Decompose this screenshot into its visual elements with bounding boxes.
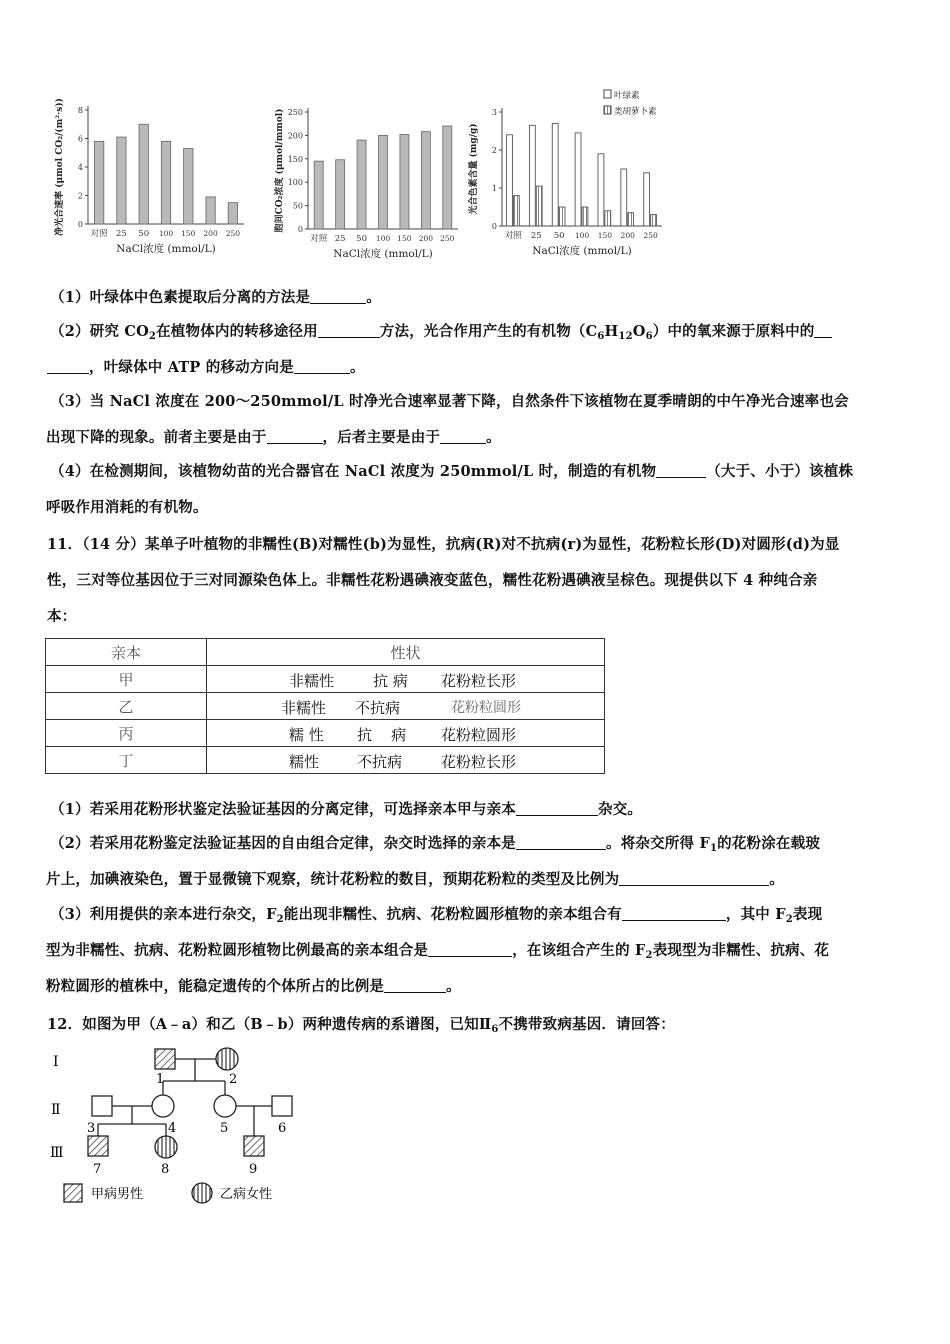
x-tick-label: 250 — [225, 229, 241, 238]
individual-III8-affected-female — [155, 1136, 177, 1158]
generation-label: Ⅱ — [51, 1102, 61, 1118]
bar — [94, 141, 103, 224]
trait-disease: 不抗病 — [357, 753, 403, 771]
answer-blank[interactable] — [267, 427, 323, 444]
parent-name: 乙 — [46, 693, 207, 720]
table-header-row — [46, 639, 605, 666]
y-axis-label: 胞间CO₂浓度 (μmol/mmol) — [275, 108, 285, 233]
y-axis-label: 光合色素含量 (mg/g) — [469, 123, 479, 215]
individual-II3-male — [92, 1096, 112, 1116]
y-tick-label: 1 — [491, 184, 497, 193]
x-tick-label: 150 — [181, 229, 196, 238]
bar — [379, 135, 388, 229]
answer-blank[interactable] — [318, 321, 380, 338]
chart-intercellular-co2 — [258, 100, 468, 270]
bar — [161, 141, 170, 224]
bar — [314, 161, 323, 229]
individual-number: 1 — [156, 1072, 165, 1087]
individual-number: 7 — [93, 1162, 102, 1177]
y-tick-label: 100 — [287, 178, 303, 188]
trait-starch: 糯性 — [289, 753, 320, 771]
bar-chlorophyll — [598, 154, 604, 226]
parent-name: 丙 — [46, 720, 207, 747]
x-tick-label: 对照 — [504, 231, 522, 241]
answer-blank[interactable] — [384, 976, 446, 993]
x-tick-label: 200 — [203, 229, 218, 238]
answer-blank[interactable] — [310, 287, 366, 304]
answer-blank[interactable] — [516, 799, 598, 816]
trait-pollen: 花粉粒长形 — [441, 672, 517, 690]
legend-label: 类胡萝卜素 — [614, 107, 657, 117]
bar — [336, 160, 345, 229]
trait-starch: 非糯性 — [289, 672, 335, 690]
individual-II6-male — [272, 1096, 292, 1116]
y-tick-label: 2 — [77, 191, 83, 201]
pedigree-chart — [40, 1040, 340, 1224]
answer-blank[interactable] — [622, 904, 726, 921]
q10-part2: （2）研究 $CO_2$在植物体内的转移途径用 方法，光合作用产生的有机物$(C_6H_{12}O_6)$中的氧来源于原料中的 ，叶绿体中 ATP 的移动方向是 。 — [50, 314, 910, 386]
bar-chlorophyll — [507, 135, 513, 226]
table-row — [46, 693, 605, 720]
individual-number: 9 — [249, 1162, 258, 1177]
bar — [184, 148, 193, 224]
y-tick-label: 150 — [287, 154, 303, 164]
bar-carotenoid — [605, 211, 611, 226]
bar-carotenoid — [628, 213, 634, 226]
y-tick-label: 3 — [491, 108, 497, 117]
individual-number: 3 — [87, 1121, 96, 1136]
q10-part3: （3）当 NaCl 浓度在 200～250mmol/L 时净光合速率显著下降，自然条件下该植物在夏季晴朗的中午净光合速率也会 出现下降的现象。前者主要是由于 ，后者主要是由于 。 — [46, 393, 849, 446]
x-tick-label: 25 — [530, 231, 542, 241]
y-tick-label: 0 — [491, 222, 497, 231]
bar — [117, 137, 126, 224]
x-axis-label: NaCl浓度 (mmol/L) — [532, 245, 632, 257]
answer-blank[interactable] — [619, 869, 769, 886]
x-tick-label: 50 — [356, 234, 367, 244]
bar-chlorophyll — [552, 123, 558, 226]
answer-blank[interactable] — [656, 461, 706, 478]
trait-disease: 抗 病 — [373, 672, 408, 690]
bar-carotenoid — [651, 215, 657, 226]
x-tick-label: 200 — [620, 231, 635, 240]
individual-II4-female — [152, 1095, 174, 1117]
trait-pollen: 花粉粒圆形 — [451, 700, 521, 716]
q12-intro: 12．如图为甲（A﹣a）和乙（B﹣b）两种遗传病的系谱图，已知$Ⅱ_6$不携带致病基因．请回答： — [47, 1016, 675, 1035]
bar-carotenoid — [513, 196, 519, 226]
y-tick-label: 4 — [77, 163, 83, 172]
y-axis-label: 净光合速率 (μmol CO₂/(m²·s)) — [55, 98, 65, 236]
x-tick-label: 250 — [643, 231, 658, 240]
legend-swatch — [604, 106, 611, 114]
trait-pollen: 花粉粒长形 — [441, 753, 517, 771]
bar-carotenoid — [559, 207, 565, 226]
generation-label: Ⅲ — [50, 1145, 64, 1161]
answer-blank[interactable] — [47, 357, 89, 374]
q11-part2: （2）若采用花粉鉴定法验证基因的自由组合定律，杂交时选择的亲本是 。将杂交所得 $F_1$的花粉涂在载玻 片上，加碘液染色，置于显微镜下观察，统计花粉粒的数目，预期花粉粒的类型及比例为 。 — [46, 835, 821, 888]
trait-starch: 糯 性 — [289, 726, 324, 744]
y-tick-label: 0 — [297, 225, 303, 234]
y-tick-label: 200 — [287, 131, 303, 141]
x-axis-label: NaCl浓度 (mmol/L) — [116, 243, 216, 255]
q11-part3: （3）利用提供的亲本进行杂交，$F_2$能出现非糯性、抗病、花粉粒圆形植物的亲本组合有 ，其中 $F_2$表现 型为非糯性、抗病、花粉粒圆形植物比例最高的亲本组合是 ，在该组合产生的 $F_2$表现型为非糯性、抗病、花 粉粒圆形的植株中，能稳定遗传的个体所占的比例是 。 — [46, 906, 830, 995]
x-tick-label: 50 — [553, 231, 565, 241]
answer-blank[interactable] — [428, 940, 512, 957]
bar-chlorophyll — [529, 125, 535, 226]
bar — [206, 197, 215, 224]
individual-number: 4 — [168, 1121, 177, 1136]
y-tick-label: 250 — [287, 108, 303, 117]
x-axis-label: NaCl浓度 (mmol/L) — [333, 248, 433, 260]
bar — [228, 203, 237, 224]
individual-number: 6 — [278, 1121, 287, 1136]
x-tick-label: 200 — [418, 234, 434, 243]
legend-swatch — [604, 90, 611, 98]
x-tick-label: 25 — [334, 234, 346, 244]
x-tick-label: 150 — [397, 234, 412, 243]
parent-name: 丁 — [46, 747, 207, 774]
x-tick-label: 25 — [116, 229, 127, 239]
bar — [421, 132, 430, 229]
x-tick-label: 对照 — [310, 234, 328, 244]
trait-pollen: 花粉粒圆形 — [441, 726, 517, 744]
x-tick-label: 100 — [375, 234, 391, 243]
q10-part1: （1）叶绿体中色素提取后分离的方法是 。 — [50, 289, 381, 306]
table-row — [46, 666, 605, 693]
x-tick-label: 50 — [138, 229, 150, 239]
x-tick-label: 对照 — [90, 229, 108, 239]
individual-III7-affected-male — [88, 1136, 108, 1156]
parent-traits-table — [45, 638, 605, 774]
chart-net-photosynthesis — [48, 100, 258, 270]
table-header-parent: 亲本 — [46, 639, 207, 666]
table-row — [46, 747, 605, 774]
x-tick-label: 150 — [597, 231, 613, 240]
x-tick-label: 100 — [574, 231, 590, 240]
individual-I2-affected-female — [216, 1048, 238, 1070]
table-row — [46, 720, 605, 747]
q10-part4: （4）在检测期间，该植物幼苗的光合器官在 NaCl 浓度为 250mmol/L 时，制造的有机物 （大于、小于）该植株 呼吸作用消耗的有机物。 — [46, 463, 854, 516]
chart-photosynthetic-pigment — [462, 91, 677, 270]
individual-number: 2 — [229, 1072, 238, 1087]
trait-disease: 不抗病 — [355, 699, 401, 717]
parent-name: 甲 — [46, 666, 207, 693]
answer-blank[interactable] — [516, 833, 606, 850]
bar — [400, 134, 409, 229]
trait-disease: 抗 病 — [357, 726, 407, 744]
trait-starch: 非糯性 — [281, 699, 327, 717]
individual-number: 8 — [161, 1162, 170, 1177]
legend-swatch-disease-a-male — [64, 1184, 82, 1202]
bar — [443, 126, 452, 229]
bar-chlorophyll — [621, 169, 627, 226]
x-tick-label: 100 — [158, 229, 174, 238]
individual-II5-female — [214, 1095, 236, 1117]
individual-III9-affected-male — [244, 1136, 264, 1156]
q11-intro: 11．（14 分）某单子叶植物的非糯性(B)对糯性(b)为显性，抗病(R)对不抗病(r)为显性，花粉粒长形(D)对圆形(d)为显 性，三对等位基因位于三对同源染色体上。非糯性花粉遇碘液变蓝色，糯性花粉遇碘液呈棕色。现提供以下 4 种纯合亲 本： — [47, 536, 840, 625]
y-tick-label: 8 — [77, 106, 83, 115]
y-tick-label: 6 — [77, 134, 83, 144]
generation-label: Ⅰ — [53, 1054, 59, 1070]
answer-blank[interactable] — [440, 427, 486, 444]
legend-label: 甲病男性 — [91, 1187, 144, 1202]
x-tick-label: 250 — [440, 234, 455, 243]
q11-part1: （1）若采用花粉形状鉴定法验证基因的分离定律，可选择亲本甲与亲本 杂交。 — [50, 801, 643, 818]
y-tick-label: 0 — [77, 220, 83, 229]
individual-number: 5 — [220, 1121, 229, 1136]
bar-carotenoid — [536, 186, 542, 226]
legend-label: 叶绿素 — [614, 91, 640, 101]
bar — [139, 124, 148, 224]
answer-blank[interactable] — [814, 321, 832, 338]
y-tick-label: 50 — [292, 201, 303, 211]
individual-I1-affected-male — [155, 1049, 175, 1069]
legend-swatch-disease-b-female — [192, 1183, 212, 1203]
legend-label: 乙病女性 — [220, 1187, 273, 1202]
bar-carotenoid — [582, 207, 588, 226]
answer-blank[interactable] — [294, 357, 350, 374]
bar-chlorophyll — [575, 133, 581, 226]
bar — [357, 140, 366, 229]
y-tick-label: 2 — [491, 146, 497, 155]
table-header-traits: 性状 — [207, 639, 605, 666]
bar-chlorophyll — [644, 173, 650, 226]
